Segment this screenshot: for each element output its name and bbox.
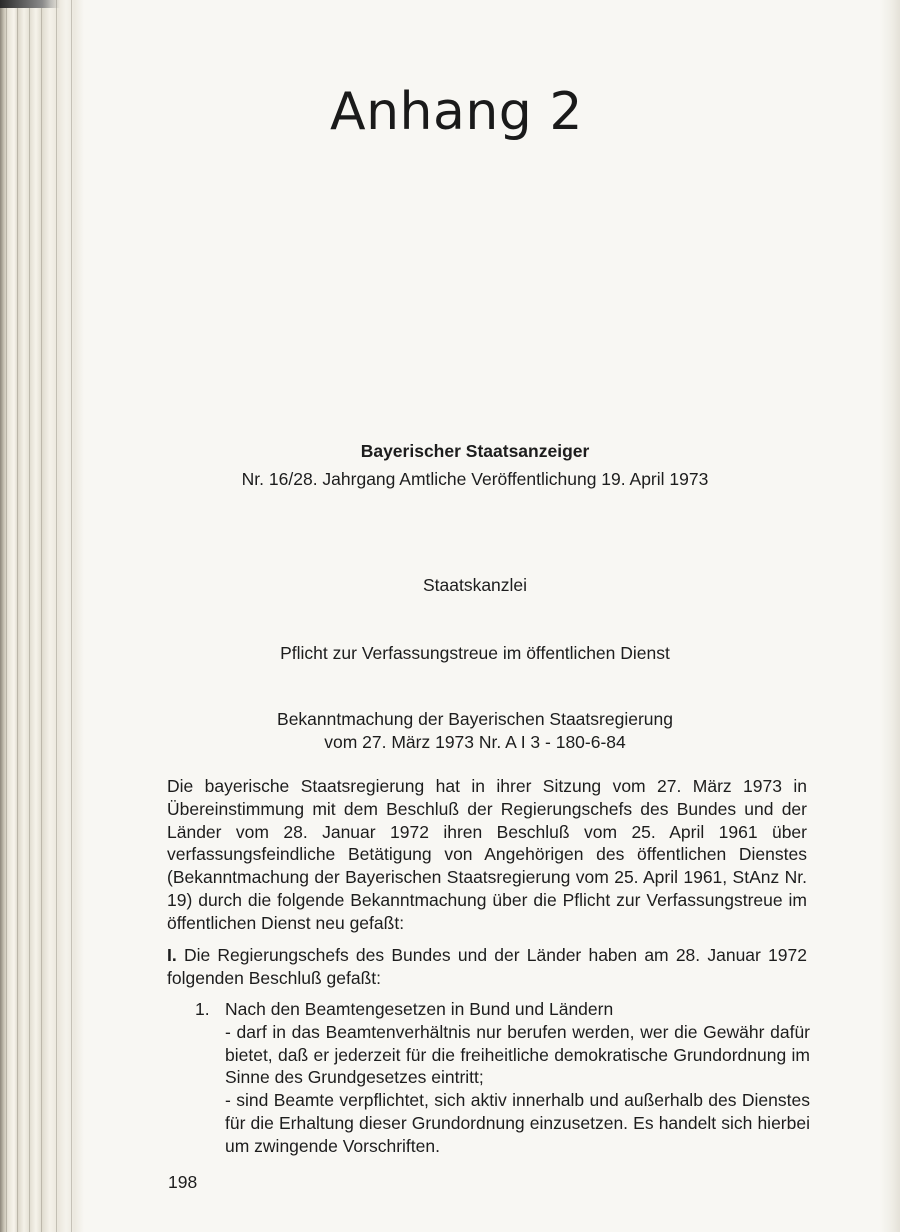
- item-number: 1.: [195, 999, 210, 1019]
- spine-line: [56, 0, 57, 1232]
- page-number: 198: [168, 1172, 198, 1192]
- section-one-paragraph: [167, 944, 807, 990]
- item-clause: - darf in das Beamtenverhältnis nur berufen werden, wer die Gewähr dafür bietet, daß er jederzeit für die freiheitliche demokratische Grundordnung im Sinne des Grundgesetzes eintritt;: [225, 1021, 810, 1088]
- spine-line: [41, 0, 42, 1232]
- spine-line: [6, 0, 7, 1232]
- intro-paragraph: Die bayerische Staatsregierung hat in ihrer Sitzung vom 27. März 1973 in Übereinstimmung mit dem Beschluß der Regierungschefs des Bundes und der Länder vom 28. Januar 1972 ihren Beschluß vom 25. April 1961 über verfassungsfeindliche Betätigung von Angehörigen des öffentlichen Dienstes (Bekanntmachung der Bayerischen Staatsregierung vom 25. April 1961, StAnz Nr. 19) durch die folgende Bekanntmachung über die Pflicht zur Verfassungstreue im öffentlichen Dienst neu gefaßt:: [167, 776, 807, 933]
- item-body: [225, 998, 810, 1158]
- item-clause: - sind Beamte verpflichtet, sich aktiv innerhalb und außerhalb des Dienstes für die Erhaltung dieser Grundordnung einzusetzen. Es handelt sich hierbei um zwingende Vorschriften.: [225, 1090, 810, 1156]
- subject-line: Pflicht zur Verfassungstreue im öffentlichen Dienst: [280, 643, 670, 663]
- publication-name: Bayerischer Staatsanzeiger: [360, 441, 590, 461]
- authority: Staatskanzlei: [422, 575, 528, 595]
- section-numeral: I.: [167, 945, 177, 965]
- scan-corner-mark: [0, 0, 60, 8]
- section-one-text: Die Regierungschefs des Bundes und der Länder haben am 28. Januar 1972 folgenden Beschluß gefaßt:: [167, 945, 807, 988]
- spine-line: [29, 0, 30, 1232]
- spine-line: [71, 0, 72, 1232]
- page-title: Anhang 2: [330, 82, 583, 142]
- spine-line: [17, 0, 18, 1232]
- issue-line: Nr. 16/28. Jahrgang Amtliche Veröffentlichung 19. April 1973: [241, 469, 709, 489]
- announcement-line-1: Bekanntmachung der Bayerischen Staatsregierung: [277, 709, 673, 729]
- item-heading: Nach den Beamtengesetzen in Bund und Ländern: [225, 999, 614, 1019]
- announcement-line-2: vom 27. März 1973 Nr. A I 3 - 180-6-84: [324, 732, 626, 752]
- page-right-edge: [880, 0, 900, 1232]
